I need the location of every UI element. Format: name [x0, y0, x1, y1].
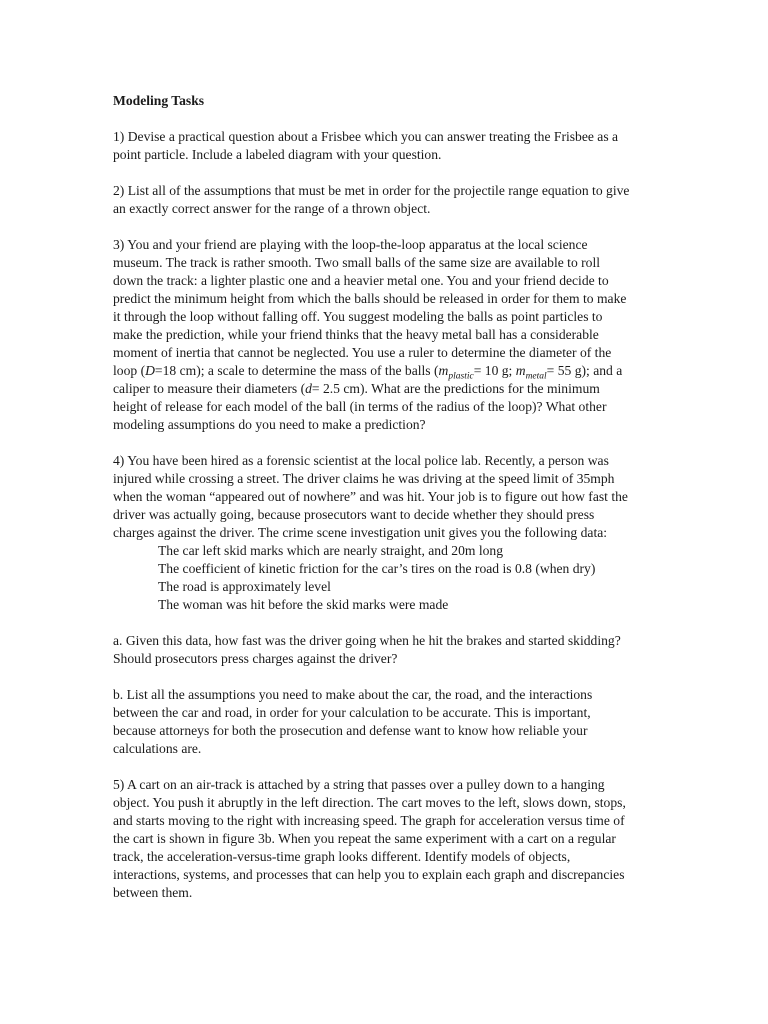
question-3	[113, 236, 633, 434]
q3-m-metal: m	[515, 363, 526, 378]
question-4-intro: 4) You have been hired as a forensic scientist at the local police lab. Recently, a person was injured while crossing a street. The driver claims he was driving at the speed limit of 35mph when the woman “appeared out of nowhere” and was hit. Your job is to figure out how fast the driver was actually going, because prosecutors want to decide whether they should press charges against the driver. The crime scene investigation unit gives you the following data:	[113, 453, 628, 540]
q3-text-2: =18 cm); a scale to determine the mass of the balls (	[154, 363, 439, 378]
question-2: 2) List all of the assumptions that must be met in order for the projectile range equation to give an exactly correct answer for the range of a thrown object.	[113, 183, 630, 216]
question-5: 5) A cart on an air-track is attached by a string that passes over a pulley down to a hanging object. You push it abruptly in the left direction. The cart moves to the left, slows down, stops, and starts moving to the right with increasing speed. The graph for acceleration versus time of the cart is shown in figure 3b. When you repeat the same experiment with a cart on a regular track, the acceleration-versus-time graph looks different. Identify models of objects, interactions, systems, and processes that can help you to explain each graph and discrepancies between them.	[113, 777, 626, 900]
q3-m-plastic: m	[438, 363, 449, 378]
q3-sub-plastic: plastic	[448, 371, 474, 382]
question-4-data-list	[113, 542, 633, 614]
question-1: 1) Devise a practical question about a Frisbee which you can answer treating the Frisbee as a point particle. Include a labeled diagram with your question.	[113, 129, 619, 162]
q3-sub-metal: metal	[525, 371, 547, 382]
q4-data-item: The coefficient of kinetic friction for the car’s tires on the road is 0.8 (when dry)	[158, 561, 596, 576]
q3-var-d: d	[305, 381, 312, 396]
question-4b: b. List all the assumptions you need to make about the car, the road, and the interactions between the car and road, in order for your calculation to be accurate. This is important, because attorneys for both the prosecution and defense want to know how reliable your calculations are.	[113, 687, 593, 756]
q3-text-1: 3) You and your friend are playing with the loop-the-loop apparatus at the local science museum. The track is rather smooth. Two small balls of the same size are available to roll down the track: a lighter plastic one and a heavier metal one. You and your friend decide to predict the minimum height from which the balls should be released in order for them to make it through the loop without falling off. You suggest modeling the balls as point particles to make the prediction, while your friend thinks that the heavy metal ball has a considerable moment of inertia that cannot be neglected. You use a ruler to determine the diameter of the loop (	[113, 237, 627, 378]
q4-data-item: The car left skid marks which are nearly straight, and 20m long	[158, 543, 504, 558]
document-page	[113, 92, 633, 920]
q3-text-3: = 10 g;	[473, 363, 516, 378]
q4-data-item: The road is approximately level	[158, 579, 331, 594]
question-4a: a. Given this data, how fast was the driver going when he hit the brakes and started skidding? Should prosecutors press charges against the driver?	[113, 633, 621, 666]
q3-var-D: D	[145, 363, 155, 378]
document-title: Modeling Tasks	[113, 93, 205, 108]
q3-text-5: = 2.5 cm). What are the predictions for the minimum height of release for each model of the ball (in terms of the radius of the loop)? What other modeling assumptions do you need to make a prediction?	[113, 381, 607, 432]
q3-text-4: = 55 g); and a caliper to measure their diameters (	[113, 363, 623, 396]
q4-data-item: The woman was hit before the skid marks were made	[158, 597, 449, 612]
